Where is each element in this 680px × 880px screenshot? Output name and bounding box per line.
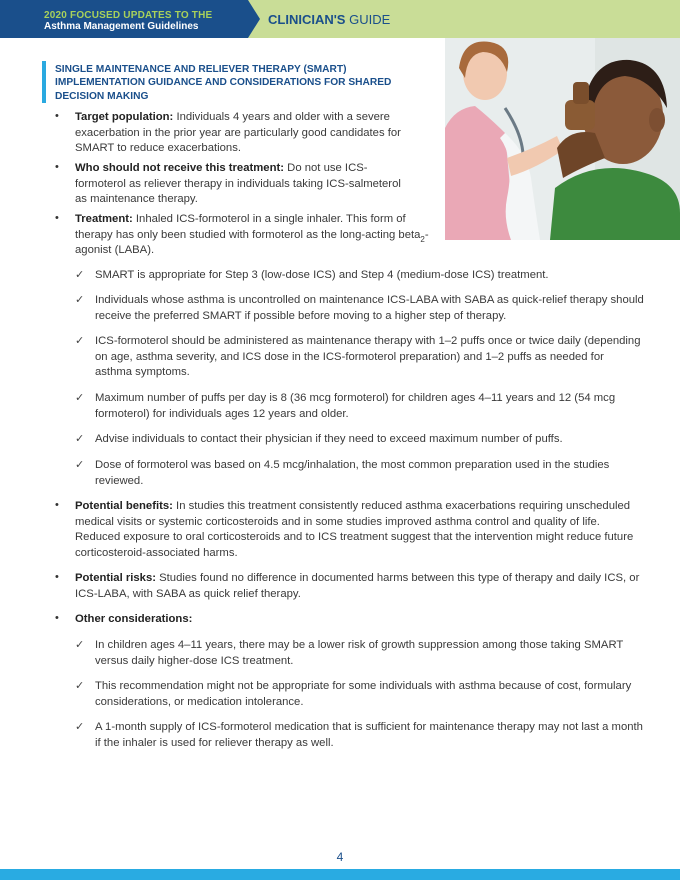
check-icon: ✓ (75, 392, 85, 404)
other-check-item: In children ages 4–11 years, there may be a lower risk of growth suppression among those taking SMART versus daily higher-dose ICS treatment. (95, 639, 624, 667)
section-accent-bar (42, 61, 46, 103)
check-icon: ✓ (75, 269, 85, 281)
target-population-item: Target population: Individuals 4 years and older with a severe exacerbation in the prior year are particularly good candidates for SMART to reduce exacerbations. (75, 111, 401, 154)
section-title: SINGLE MAINTENANCE AND RELIEVER THERAPY (SMART) IMPLEMENTATION GUIDANCE AND CONSIDERATIONS FOR SHARED DECISION MAKING (55, 64, 392, 102)
check-icon: ✓ (75, 294, 85, 306)
check-icon: ✓ (75, 335, 85, 347)
bullet-marker: • (55, 612, 59, 624)
footer-bar (0, 869, 680, 880)
bullet-marker: • (55, 499, 59, 511)
bullet-marker: • (55, 212, 59, 224)
header-subtitle: 2020 FOCUSED UPDATES TO THE (44, 10, 213, 21)
check-icon: ✓ (75, 639, 85, 651)
bullet-marker: • (55, 571, 59, 583)
check-icon: ✓ (75, 459, 85, 471)
clinician-child-photo (445, 38, 680, 240)
potential-risks-item: Potential risks: Studies found no difference in documented harms between this type of therapy and daily ICS, or ICS-LABA, with SABA as quick relief therapy. (75, 572, 640, 600)
page-number: 4 (336, 850, 344, 864)
treatment-check-item: Advise individuals to contact their physician if they need to exceed maximum number of puffs. (95, 433, 563, 445)
check-icon: ✓ (75, 680, 85, 692)
treatment-item: Treatment: Inhaled ICS-formoterol in a single inhaler. This form of therapy has only been studied with formoterol as the long-acting beta$_2$-agonist (LABA). (75, 213, 429, 256)
who-should-not-item: Who should not receive this treatment: Do not use ICS-formoterol as reliever therapy in individuals taking ICS-salmeterol as maintenance therapy. (75, 162, 401, 205)
page-header (0, 0, 680, 38)
treatment-check-item: SMART is appropriate for Step 3 (low-dose ICS) and Step 4 (medium-dose ICS) treatment. (95, 269, 549, 281)
clinicians-guide-label: CLINICIAN'S GUIDE (268, 12, 391, 27)
bullet-marker: • (55, 161, 59, 173)
treatment-check-item: ICS-formoterol should be administered as maintenance therapy with 1–2 puffs once or twice daily (depending on age, asthma severity, and ICS dose in the ICS-formoterol preparation) and 1–2 puffs as needed for asthma symptoms. (95, 335, 641, 378)
check-icon: ✓ (75, 433, 85, 445)
other-considerations-item: Other considerations: (75, 613, 193, 625)
treatment-check-item: Dose of formoterol was based on 4.5 mcg/inhalation, the most common preparation used in the studies reviewed. (95, 459, 610, 487)
header-title: Asthma Management Guidelines (44, 21, 199, 32)
bullet-marker: • (55, 110, 59, 122)
other-check-item: This recommendation might not be appropriate for some individuals with asthma because of cost, formulary considerations, or medication intolerance. (95, 680, 632, 708)
check-icon: ✓ (75, 721, 85, 733)
potential-benefits-item: Potential benefits: In studies this treatment consistently reduced asthma exacerbations requiring unscheduled medical visits or systemic corticosteroids and in some studies improved asthma control and quality of life. Reduced exposure to oral corticosteroids and to ICS treatment suggest that the intervention might reduce future corticosteroid-associated harms. (75, 500, 634, 559)
header-arrow (248, 0, 260, 38)
treatment-check-item: Maximum number of puffs per day is 8 (36 mcg formoterol) for children ages 4–11 years and 12 (54 mcg formoterol) for individuals ages 12 years and older. (95, 392, 616, 420)
other-check-item: A 1-month supply of ICS-formoterol medication that is sufficient for maintenance therapy may not last a month if the inhaler is used for reliever therapy as well. (95, 721, 643, 749)
treatment-check-item: Individuals whose asthma is uncontrolled on maintenance ICS-LABA with SABA as quick-relief therapy should receive the preferred SMART if possible before moving to a higher step of therapy. (95, 294, 644, 322)
